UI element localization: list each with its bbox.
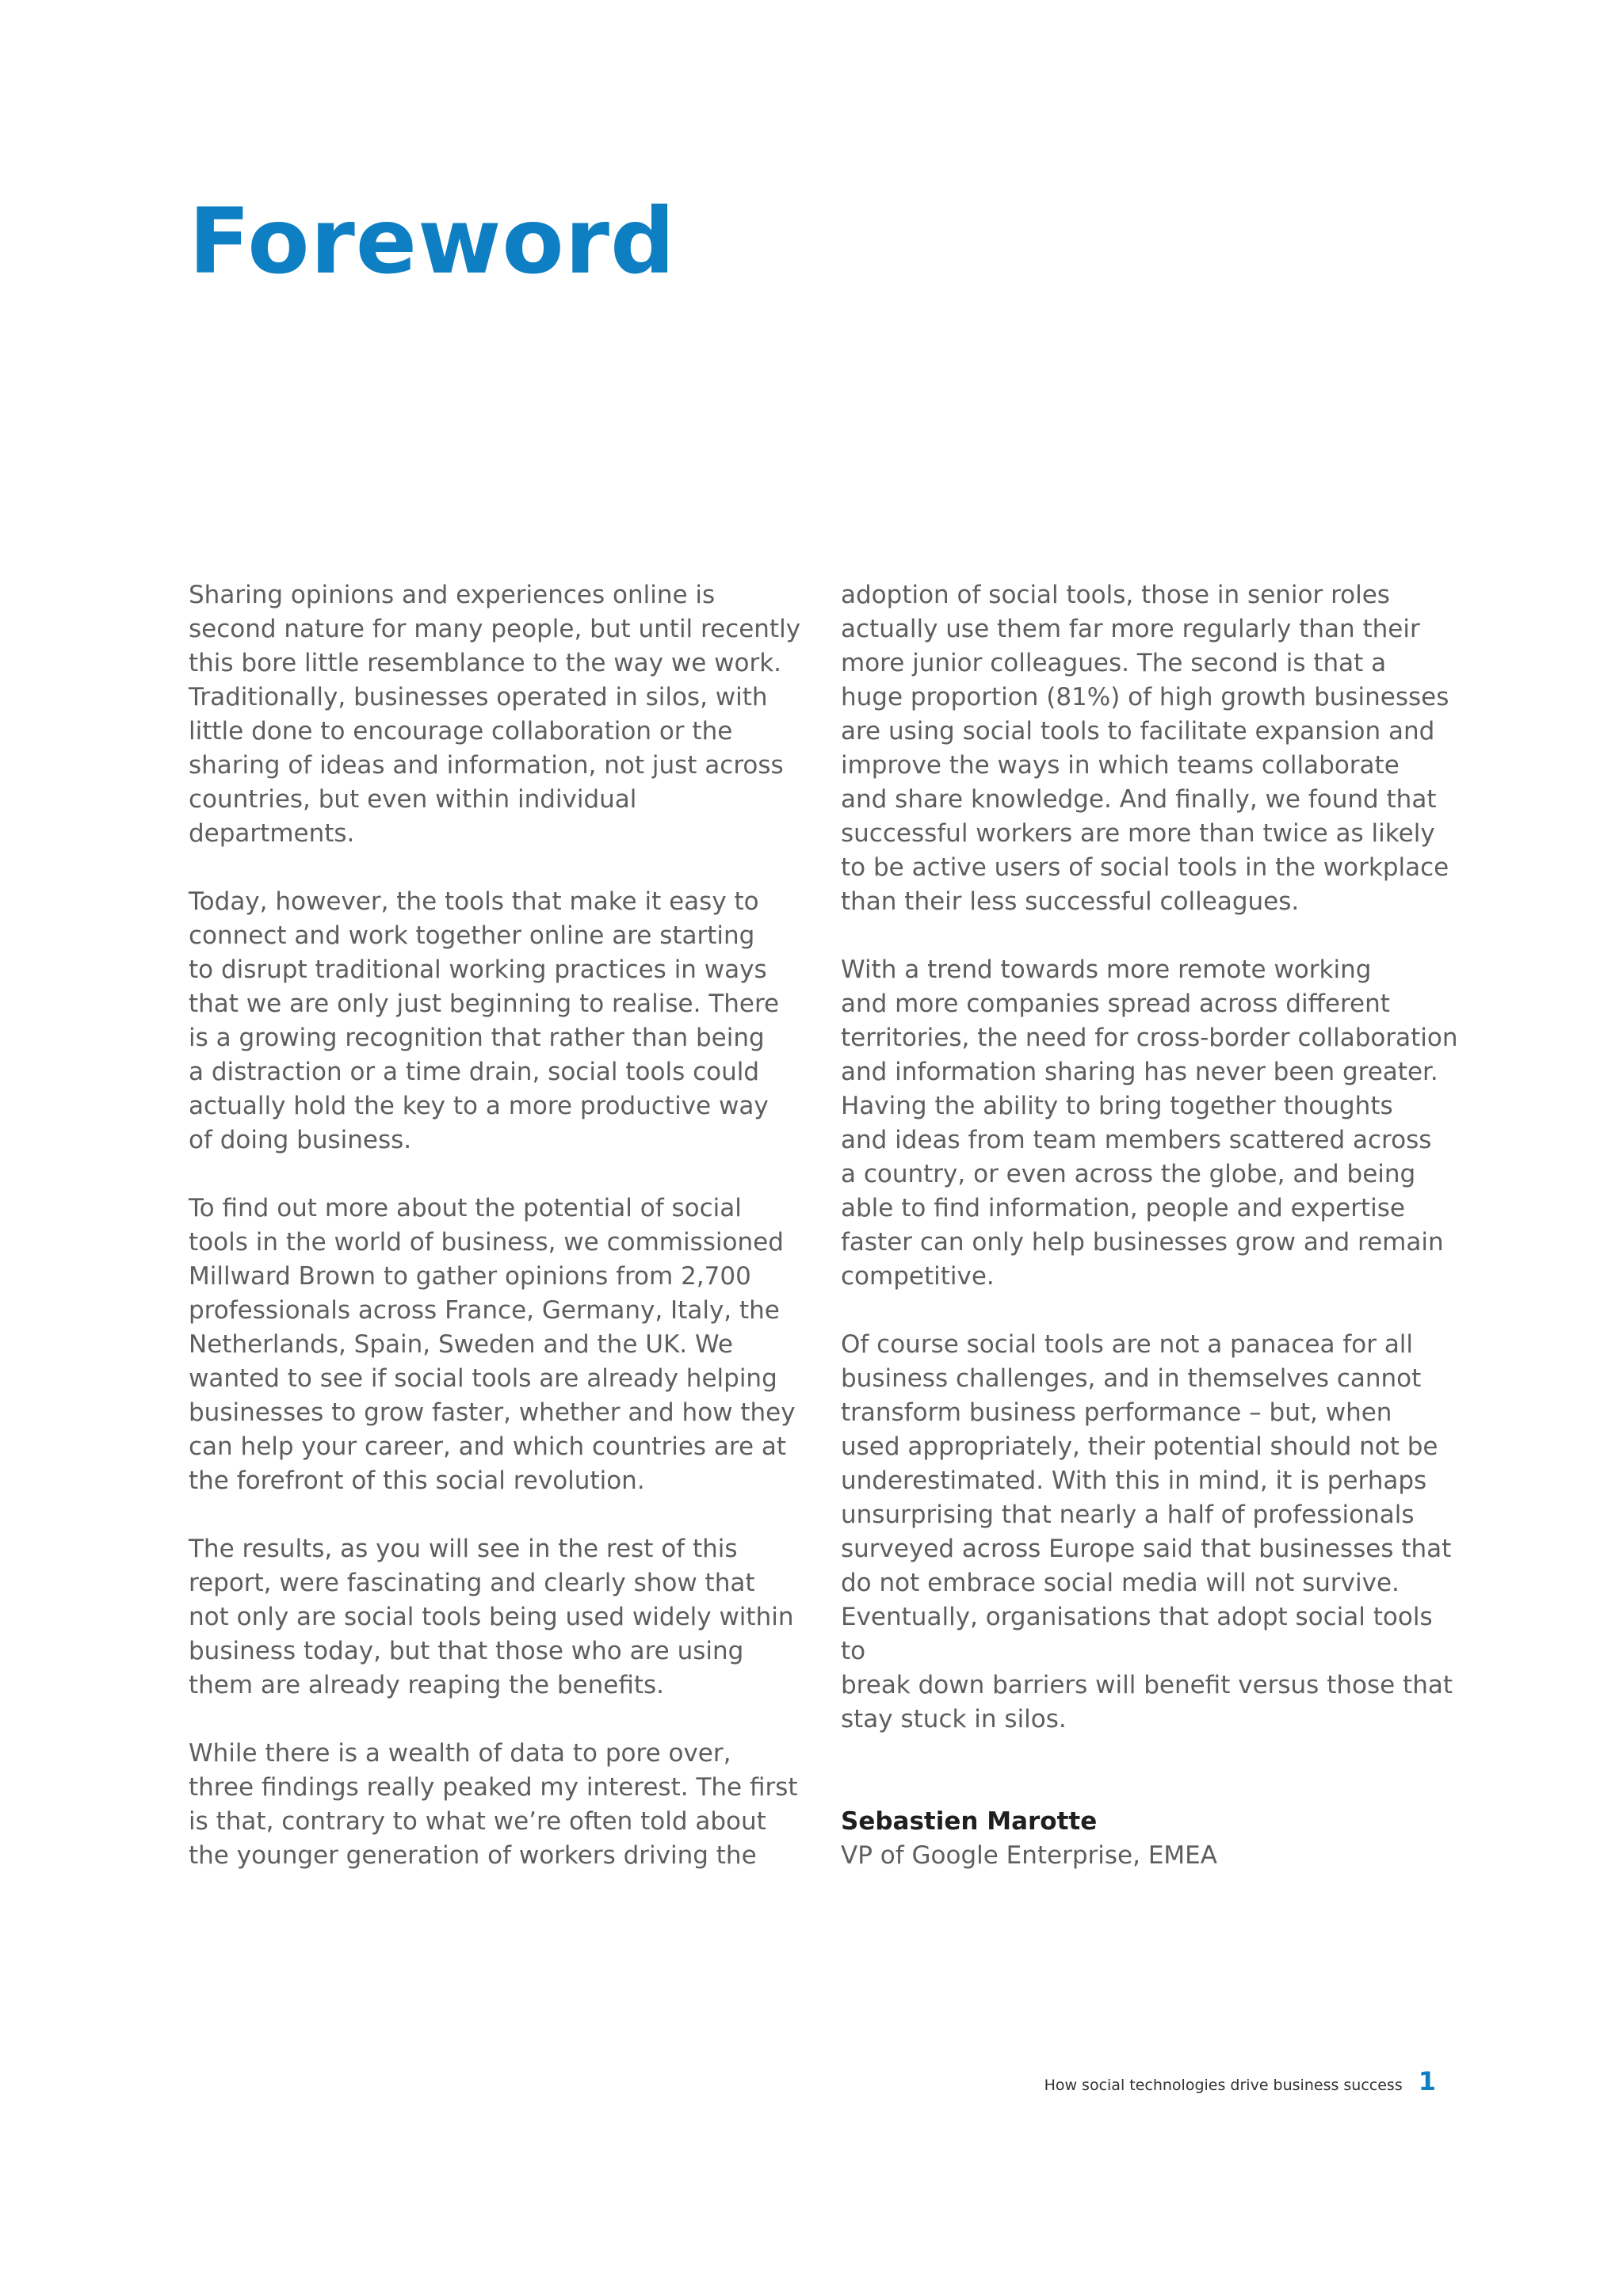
paragraph: adoption of social tools, those in senior roles actually use them far more regularly than their more junior colleagues. The second is that a huge proportion (81%) of high growth businesses are using social tools to facilitate expansion and improve the ways in which teams collaborate and share knowledge. And finally, we found that successful workers are more than twice as likely to be active users of social tools in the workplace than their less successful colleagues. <box>841 581 1449 916</box>
paragraph: Of course social tools are not a panacea for all business challenges, and in themselves cannot transform business performance – but, when used appropriately, their potential should not be underestimated. With this in mind, it is perhaps unsurprising that nearly a half of professionals surveyed across Europe said that businesses that do not embrace social media will not survive. Eventually, organisations that adopt social tools to break down barriers will benefit versus those that stay stuck in silos. <box>841 1330 1453 1733</box>
paragraph: To find out more about the potential of social tools in the world of business, we commissioned Millward Brown to gather opinions from 2,700 professionals across France, Germany, Italy, the Netherlands, Spain, Sweden and the UK. We wanted to see if social tools are already helping businesses to grow faster, whether and how they can help your career, and which countries are at the forefront of this social revolution. <box>189 1194 796 1495</box>
left-column <box>189 578 807 1907</box>
signature-name: Sebastien Marotte <box>841 1807 1098 1836</box>
signature-block <box>841 1805 1459 1873</box>
paragraph: Sharing opinions and experiences online is second nature for many people, but until recently this bore little resemblance to the way we work. Traditionally, businesses operated in silos, with little done to encourage collaboration or the sharing of ideas and information, not just across countries, but even within individual departments. <box>189 581 801 848</box>
page-footer <box>1044 2066 1436 2096</box>
paragraph: The results, as you will see in the rest of this report, were fascinating and clearly show that not only are social tools being used widely within business today, but that those who are using them are already reaping the benefits. <box>189 1535 794 1699</box>
page-title: Foreword <box>189 189 676 294</box>
paragraph: With a trend towards more remote working and more companies spread across different territories, the need for cross-border collaboration and information sharing has never been greater. Having the ability to bring together thoughts and ideas from team members scattered across a country, or even across the globe, and being able to find information, people and expertise faster can only help businesses grow and remain competitive. <box>841 955 1458 1291</box>
paragraph: Today, however, the tools that make it easy to connect and work together online are starting to disrupt traditional working practices in ways that we are only just beginning to realise. There is a growing recognition that rather than being a distraction or a time drain, social tools could actually hold the key to a more productive way of doing business. <box>189 887 780 1154</box>
paragraph: While there is a wealth of data to pore over, three findings really peaked my interest. The first is that, contrary to what we’re often told about the younger generation of workers driving the <box>189 1739 798 1870</box>
footer-text: How social technologies drive business success <box>1044 2077 1403 2094</box>
right-column <box>841 578 1459 1873</box>
signature-role: VP of Google Enterprise, EMEA <box>841 1841 1217 1870</box>
page-number: 1 <box>1418 2066 1436 2096</box>
